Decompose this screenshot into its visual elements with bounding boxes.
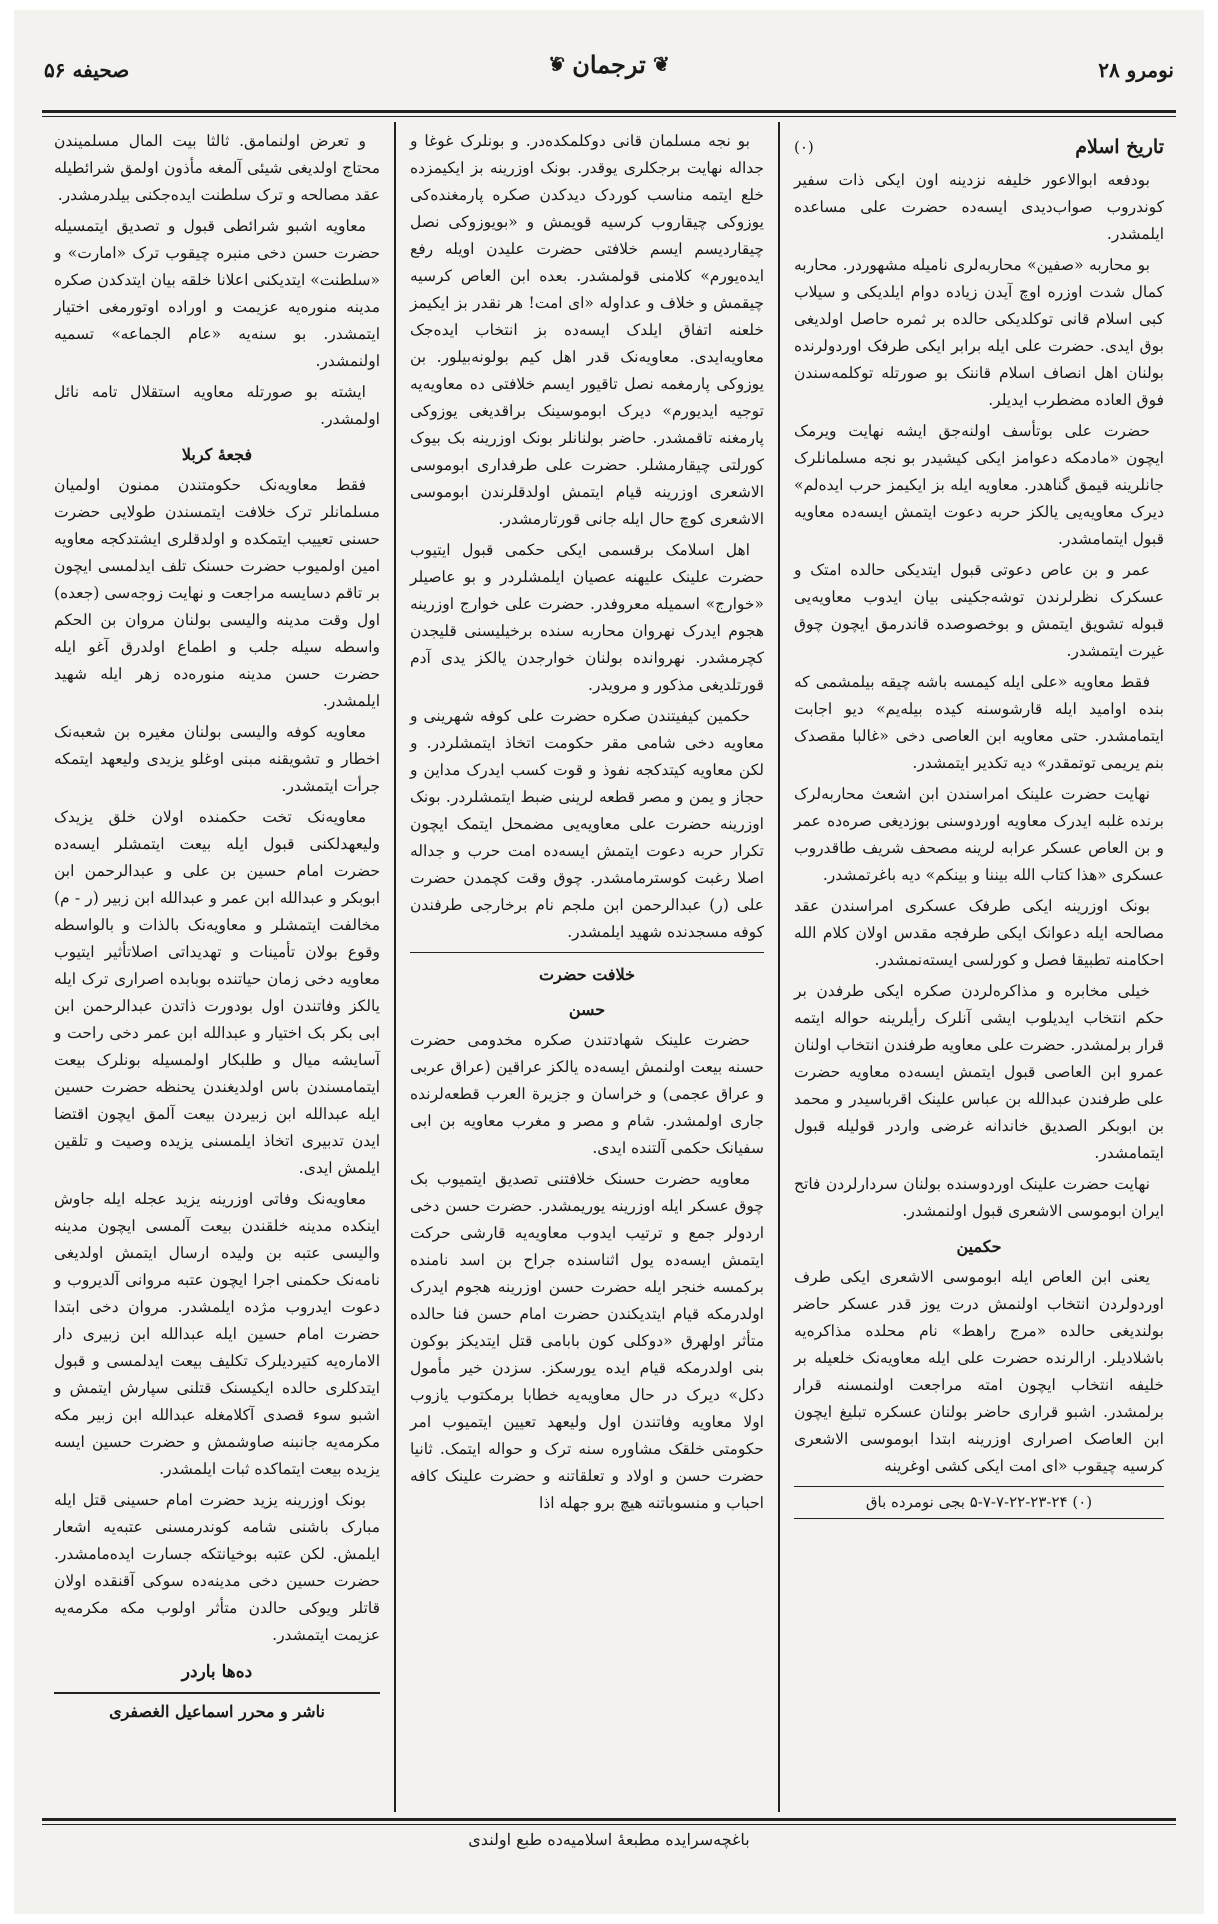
subheading-khilafat: خلافت حضرت xyxy=(538,965,636,984)
subheading-hakemeyn: حکمین xyxy=(956,1237,1002,1256)
subheading-karbala: فجعۀ کربلا xyxy=(181,445,253,464)
column-middle xyxy=(398,122,776,1812)
paragraph: و تعرض اولنمامق. ثالثا بیت المال مسلمیندن محتاج اولدیغی شیئی آلمغه مأذون اولمق شرائطیله عقد مصالحه و ترک سلطنت ایده‌جکنی بیلدرمشدر. xyxy=(54,132,380,204)
paragraph: اهل اسلامک برقسمی ایکی حکمی قبول ایتیوب حضرت علینک علیهنه عصیان ایلمشلردر و بو عاصیلر «خوارج» اسمیله معروفدر. حضرت علی خوارج اوزرینه هجوم ایدرک نهروان محاربه سنده برخیلیسنی قلیجدن کچرمشدر. نهروانده بولنان خوارجدن یالکز یدی آدم قورتلدیغی مذکور و مرویدر. xyxy=(410,541,764,694)
newspaper-title: ❦ ترجمان ❦ xyxy=(554,50,664,79)
paragraph: حضرت علینک شهادتندن صکره مخدومی حضرت حسنه بیعت اولنمش ایسه‌ده یالکز عراقین (عراق عربی و عراق عجمی) و خراسان و جزیرة العرب قطعه‌لرنده جاری اولمشدر. شام و مصر و مغرب معاویه بن ابی سفیانک حکمی آلتنده ایدی. xyxy=(410,1031,764,1157)
continued-note: ده‌ها باردر xyxy=(181,1662,253,1682)
masthead xyxy=(44,50,1174,100)
header-rule xyxy=(42,110,1176,113)
subheading-hasan: حسن xyxy=(568,1000,606,1019)
section-heading-history xyxy=(794,128,1164,167)
column-left xyxy=(42,122,392,1812)
paragraph: حکمین کیفیتندن صکره حضرت علی کوفه شهرینی و معاویه دخی شامی مقر حکومت اتخاذ ایتمشلردر. و لکن معاویه کیتدکجه نفوذ و قوت کسب ایدرک مداین و حجاز و یمن و مصر قطعه لرینی ضبط ایتمشلردر. بونک اوزرینه حضرت علی معاویه‌یی مضمحل ایتمک ایچون تکرار حربه دعوت ایتمش ایسه‌ده امت حرب و جداله اصلا رغبت کوسترمامشدر. چوق وقت کچمدن حضرت علی (ر) عبدالرحمن ابن ملجم نام برخارجی طرفندن کوفه مسجدنده شهید ایلمشدر. xyxy=(410,707,765,941)
column-divider-2 xyxy=(394,122,396,1812)
publisher-line: ناشر و محرر اسماعیل الغصفری xyxy=(54,1692,380,1725)
paragraph: فقط معاویه «علی ایله کیمسه باشه چیقه بیلمشمی که بنده اوامید ایله قارشوسنه کیده بیله‌یم» دیو اجابت ایتمامشدر. حتی معاویه ابن العاصی دخی «غالبا مقصدک بنم یریمی توتمقدر» دیه تکدیر ایتمشدر. xyxy=(794,673,1164,772)
page-number: صحیفه ۵۶ xyxy=(44,58,130,82)
paragraph: عمر و بن عاص دعوتی قبول ایتدیکی حالده امتک و عسکرک نظرلرندن توشه‌جکینی بیان ایدوب معاویه‌یی قبوله تشویق ایتمش و بوخصوصده قاندرمق ایچون چوق غیرت ایتمشدر. xyxy=(794,561,1164,660)
paragraph: یعنی ابن العاص ایله ابوموسی الاشعری ایکی طرف اوردولردن انتخاب اولنمش درت یوز قدر عسکر حاضر بولندیغی حالده «مرج راهط» نام محلده مذاکره‌یه باشلادیلر. ارالرنده حضرت علی ایله معاویه‌نک خلعیله بر خلیفه انتخاب ایچون امته مراجعت اولنمسنه قرار برلمشدر. اشبو قراری حاضر بولنان عسکره تبلیغ ایچون ابن العاصک اصراری اوزرینه ابتدا ابوموسی الاشعری کرسیه چیقوب «ای امت ایکی کشی اوغرینه xyxy=(794,1268,1164,1475)
section-separator xyxy=(410,952,764,953)
paragraph: معاویه‌نک وفاتی اوزرینه یزید عجله ایله جاوش اینکده مدینه خلقندن بیعت آلمسی ایچون مدینه والیسی عتبه بن ولیده ارسال ایتمش اولدیغی نامه‌نک حکمنی اجرا ایچون عتبه مروانی آلدیروب و دعوت ایدروب مژده ایلمشدر. مروان دخی ابتدا حضرت امام حسین ایله عبدالله ابن زبیری دار الاماره‌یه کتیردیلرک تکلیف بیعت ایدلمسی و قبول ایتدکلری حالده ایکیسنک قتلنی سپارش ایتمش و اشبو سوء قصدی آکلامغله عبدالله ابن زبیر مکه مکرمه‌یه جانبنه صاوشمش و حضرت حسین ایسه یزیده بیعت ایتماکده ثبات ایلمشدر. xyxy=(54,1190,380,1478)
paragraph: معاویه حضرت حسنک خلافتنی تصدیق ایتمیوب بک چوق عسکر ایله اوزرینه یوریمشدر. حضرت حسن دخی اردولر جمع و ترتیب ایدوب معاویه‌یه قارشی حرکت ایتمش ایسه‌ده یول اثناسنده جراح بن اسد نامنده برکمسه خنجر ایله حضرت حسن اوزرینه هجوم ایدرک اولدرمکه قیام ایتدیکندن حضرت امام حسن فنا حالده متأثر اولهرق «دوکلی کون بابامی قتل ایتدیکز بوکون بنی اولدرمکه قیام ایده یورسکز. سزدن خیر مأمول دکل» دیرک در حال معاویه‌یه خطابا برمکتوب یازوب اولا معاویه وفاتندن اول ولیعهد تعیین ایتمیوب امر حکومتی خلقک مشاوره سنه ترک و حواله ایتمک. ثانیا حضرت حسن و اولاد و تعلقاتنه و حضرت علینک کافه احباب و منسوباتنه هیچ برو جهله اذا xyxy=(410,1170,764,1512)
paragraph: خیلی مخابره و مذاکره‌لردن صکره ایکی طرفدن بر حکم انتخاب ایدیلوب ایشی آنلرک رأیلرینه حواله ایتمه قرار برلمشدر. حضرت علی معاویه طرفندن انتخاب اولنان عمرو ابن العاصی قبول ایتمش ایسه‌ده معاویه حضرت علی طرفندن عبدالله بن عباس علینک اقرباسیدر و محمد بن ابوبکر الصدیق خاندانه غرضی واردر قولیله قبول ایتمامشدر. xyxy=(794,982,1164,1162)
paragraph: بو محاربه «صفین» محاربه‌لری نامیله مشهوردر. محاربه کمال شدت اوزره اوچ آیدن زیاده دوام ایلدیکی و سیلاب کبی اسلام قانی توکلدیکی حالده بر ثمره حاصل اولدیغی بوق ایدی. حضرت علی ایله برابر ایکی طرفک اوردولرنده بولنان اهل انصاف اسلام قاننک بو صورتله توکلمه‌سندن فوق العاده مضطرب ایدیلر. xyxy=(794,256,1164,409)
paragraph: معاویه کوفه والیسی بولنان مغیره بن شعبه‌نک اخطار و تشویقنه مبنی اوغلو یزیدی ولیعهد ایتمکه جرأت ایتمشدر. xyxy=(54,723,380,795)
section-title: تاریخ اسلام xyxy=(1075,136,1164,158)
issue-number: نومرو ۲۸ xyxy=(1098,58,1174,82)
newspaper-page xyxy=(14,10,1204,1914)
paragraph: بونک اوزرینه ایکی طرفک عسکری امراسندن عقد مصالحه ایله دعوانک ایکی طرفجه مقدس اولان کلام الله احکامنه تطبیقا فصل و کورلسی ایسته‌نمشدر. xyxy=(794,897,1164,969)
column-divider-1 xyxy=(778,122,780,1812)
footer-rule-thin xyxy=(42,1824,1176,1825)
paragraph: معاویه اشبو شرائطی قبول و تصدیق ایتمسیله حضرت حسن دخی منبره چیقوب ترک «امارت» و «سلطنت» ایتدیکنی اعلانا خلقه بیان ایتدکدن صکره مدینه منوره‌یه عزیمت و اوراده اوتورمغی اختیار ایتمشدر. بو سنه‌یه «عام الجماعه» تسمیه اولنمشدر. xyxy=(54,217,380,370)
paragraph: نهایت حضرت علینک اوردوسنده بولنان سردارلردن فاتح ایران ابوموسی الاشعری قبول اولنمشدر. xyxy=(794,1175,1164,1220)
printer-imprint: باغچه‌سرایده مطبعۀ اسلامیه‌ده طبع اولندی xyxy=(468,1830,750,1849)
paragraph: معاویه‌نک تخت حکمنده اولان خلق یزیدک ولیعهدلکنی قبول ایله بیعت ایتمشلر ایسه‌ده حضرت امام حسین بن علی و عبدالرحمن ابن ابوبکر و عبدالله ابن عمر و عبدالله ابن زبیر (ر - م) مخالفت ایتمشلر و معاویه‌نک بالذات و بالواسطه وقوع بولان تأمینات و تهدیداتی اصلاتأثیر ایتیوب معاویه دخی زمان حیاتنده بوبابده اصراری ترک ایله یالکز وفاتندن اول بودورت ذاتدن عبدالرحمن ابن ابی بکر بک اختیار و عبدالله ابن عمر دخی راحت و آسایشه میال و طلبکار اولمسیله بونلرک بیعت ایتمامسندن باس اولدیغندن یحنظه حضرت حسین ایله عبدالله ابن زبیردن بیعت آلمق ایچون اقتضا ایدن تدبیری اتخاذ ایلمسنی یزیده وصیت و تلقین ایلمش ایدی. xyxy=(54,808,380,1177)
paragraph: حضرت علی بوتأسف اولنه‌جق ایشه نهایت ویرمک ایچون «مادمکه دعوامز ایکی کیشیدر بو نجه مسلمانلرک جانلرینه قیمق گناهدر. معاویه ایله بز ایکیمز حرب ایده‌لم» دیرک معاویه‌یی یالکز حربه دعوت ایتمش ایسه‌ده معاویه قبول ایتمامشدر. xyxy=(794,422,1164,548)
footnote-marker: (۰) xyxy=(794,138,814,156)
paragraph: بونک اوزرینه یزید حضرت امام حسینی قتل ایله مبارک باشنی شامه کوندرمسنی عتبه‌یه اشعار ایلمش. لکن عتبه بوخیانتکه جسارت ایده‌مامشدر. حضرت حسین دخی مدینه‌ده سوکی آقنقده اولان قاتلر ویوکی حالدن متأثر اولوب مکه مکرمه‌یه عزیمت ایتمشدر. xyxy=(54,1491,380,1644)
paragraph: نهایت حضرت علینک امراسندن ابن اشعث محاربه‌لرک برنده غلبه ایدرک معاویه اوردوسنی بوزدیغی صره‌ده عمر و بن العاص عسکر عرابه لرینه مصحف شریف طاقدروب عسکری «هذا کتاب الله بیننا و بینکم» دیه باغرتمشدر. xyxy=(794,785,1164,884)
header-rule-thin xyxy=(42,116,1176,117)
paragraph: بودفعه ابوالاعور خلیفه نزدینه اون ایکی ذات سفیر کوندروب صواب‌دیدی ایسه‌ده حضرت علی مساعده ایلمشدر. xyxy=(794,171,1164,243)
paragraph: بو نجه مسلمان قانی دوکلمکده‌در. و بونلرک غوغا و جداله نهایت برجکلری یوقدر. بونک اوزرینه بز ایکیمزده خلع ایتمه مناسب کوردک دیدکدن صکره پارمغنده‌کی یوزوکی چیقاروب کرسیه قویمش و «بویوزوکی نصل چیقاردیسم ایسم خلافتی حضرت علیدن اویله رفع ایده‌یورم» کلامنی قولمشدر. بعده ابن العاص کرسیه چیقمش و خلاف و عداوله «ای امت! هر نقدر بز ایکیمز خلعنه اتفاق ایلدک ایسه‌ده بز انتخاب ایده‌جک معاویه‌ایدی. معاویه‌نک قدر اهل کیم بولونه‌بیلور. بن یوزوکی پارمغمه نصل تاقیور ایسم خلافتی ده معاویه‌یه توجیه ایدیورم» دیرک ابوموسینک براقدیغی یوزوکی پارمغنه تاقمشدر. حاضر بولنانلر بونک اوزرینه بک بیوک کورلتی چیقارمشلر. حضرت علی طرفداری ابوموسی الاشعری اوزرینه قیام ایتمش اولدقلرندن ابوموسی الاشعری کوچ حال ایله جانی قورتارمشدر. xyxy=(410,132,764,528)
footer-rule xyxy=(42,1818,1176,1821)
footnote: (۰) ۵-۷-۷-۲۲-۲۳-۲۴ بجی نومرده باق xyxy=(794,1486,1164,1519)
paragraph: ایشته بو صورتله معاویه استقلال تامه نائل اولمشدر. xyxy=(54,383,380,428)
paragraph: فقط معاویه‌نک حکومتندن ممنون اولمیان مسلمانلر ترک خلافت ایتمسندن طولایی حضرت حسنی تعییب ایتمکده و اولدقلری ایشتدکجه معاویه امین اولمیوب حضرت حسنک تلف ایدلمسی ایچون بر تاقم دسایسه مراجعت و نهایت زوجه‌سی (جعده) اول وقت مدینه والیسی بولنان مروان بن الحکم واسطه سیله جلب و اطماع اولدرق آغو ایله حضرت حسن مدینه منوره‌ده زهر ایله شهید ایلمشدر. xyxy=(54,476,380,710)
column-right xyxy=(782,122,1176,1812)
